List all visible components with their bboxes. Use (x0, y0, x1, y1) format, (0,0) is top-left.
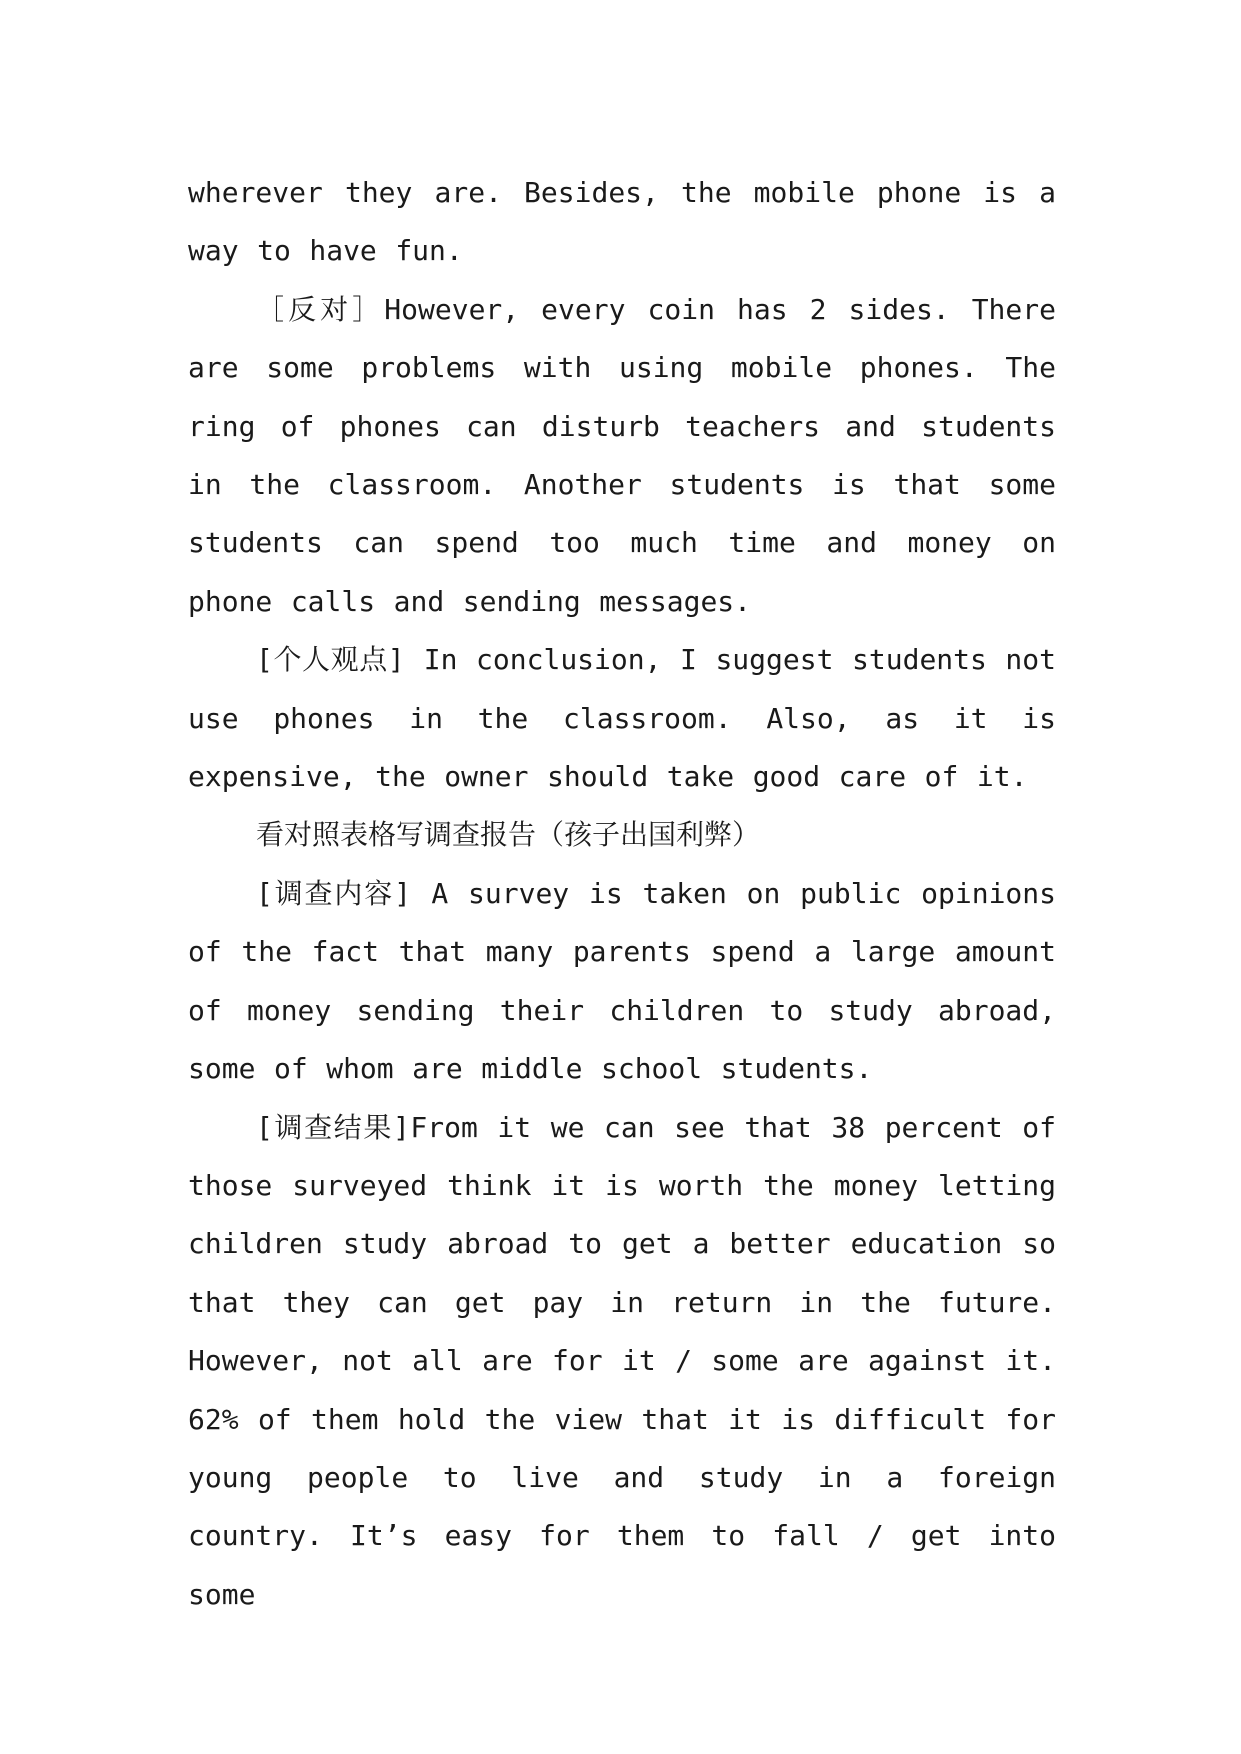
paragraph-survey-content (188, 865, 1056, 1099)
paragraph-survey-results (188, 1099, 1056, 1625)
section-tag-survey-content: [调查内容] (256, 876, 412, 910)
section-tag-survey-results: [调查结果] (256, 1110, 411, 1144)
paragraph-text: A survey is taken on public opinions of the fact that many parents spend a large amount of money sending their children to study abroad, some of whom are middle school students. (188, 876, 1056, 1086)
paragraph-text: wherever they are. Besides, the mobile phone is a way to have fun. (188, 176, 1056, 268)
section-tag-against: ［反对］ (256, 292, 385, 326)
paragraph-text: From it we can see that 38 percent of those surveyed think it is worth the money letting children study abroad to get a better education so that they can get pay in return in the future. However, not all are for it / some are against it. 62% of them hold the view that it is difficult for young people to live and study in a foreign country. It’s easy for them to fall / get into some (188, 1110, 1057, 1611)
section-heading-survey-report (188, 806, 1056, 864)
paragraph-against (188, 281, 1056, 631)
paragraph-personal-view (188, 631, 1056, 806)
heading-text: 看对照表格写调查报告（孩子出国利弊） (256, 818, 761, 852)
paragraph-continuation (188, 164, 1056, 281)
paragraph-text: However, every coin has 2 sides. There are some problems with using mobile phones. The ring of phones can disturb teachers and students in the classroom. Another students is that some students can spend too much time and money on phone calls and sending messages. (188, 292, 1056, 618)
section-tag-personal-view: [个人观点] (256, 643, 406, 677)
document-body (188, 164, 1056, 1624)
paragraph-text: In conclusion, I suggest students not use phones in the classroom. Also, as it is expensive, the owner should take good care of it. (188, 643, 1057, 794)
